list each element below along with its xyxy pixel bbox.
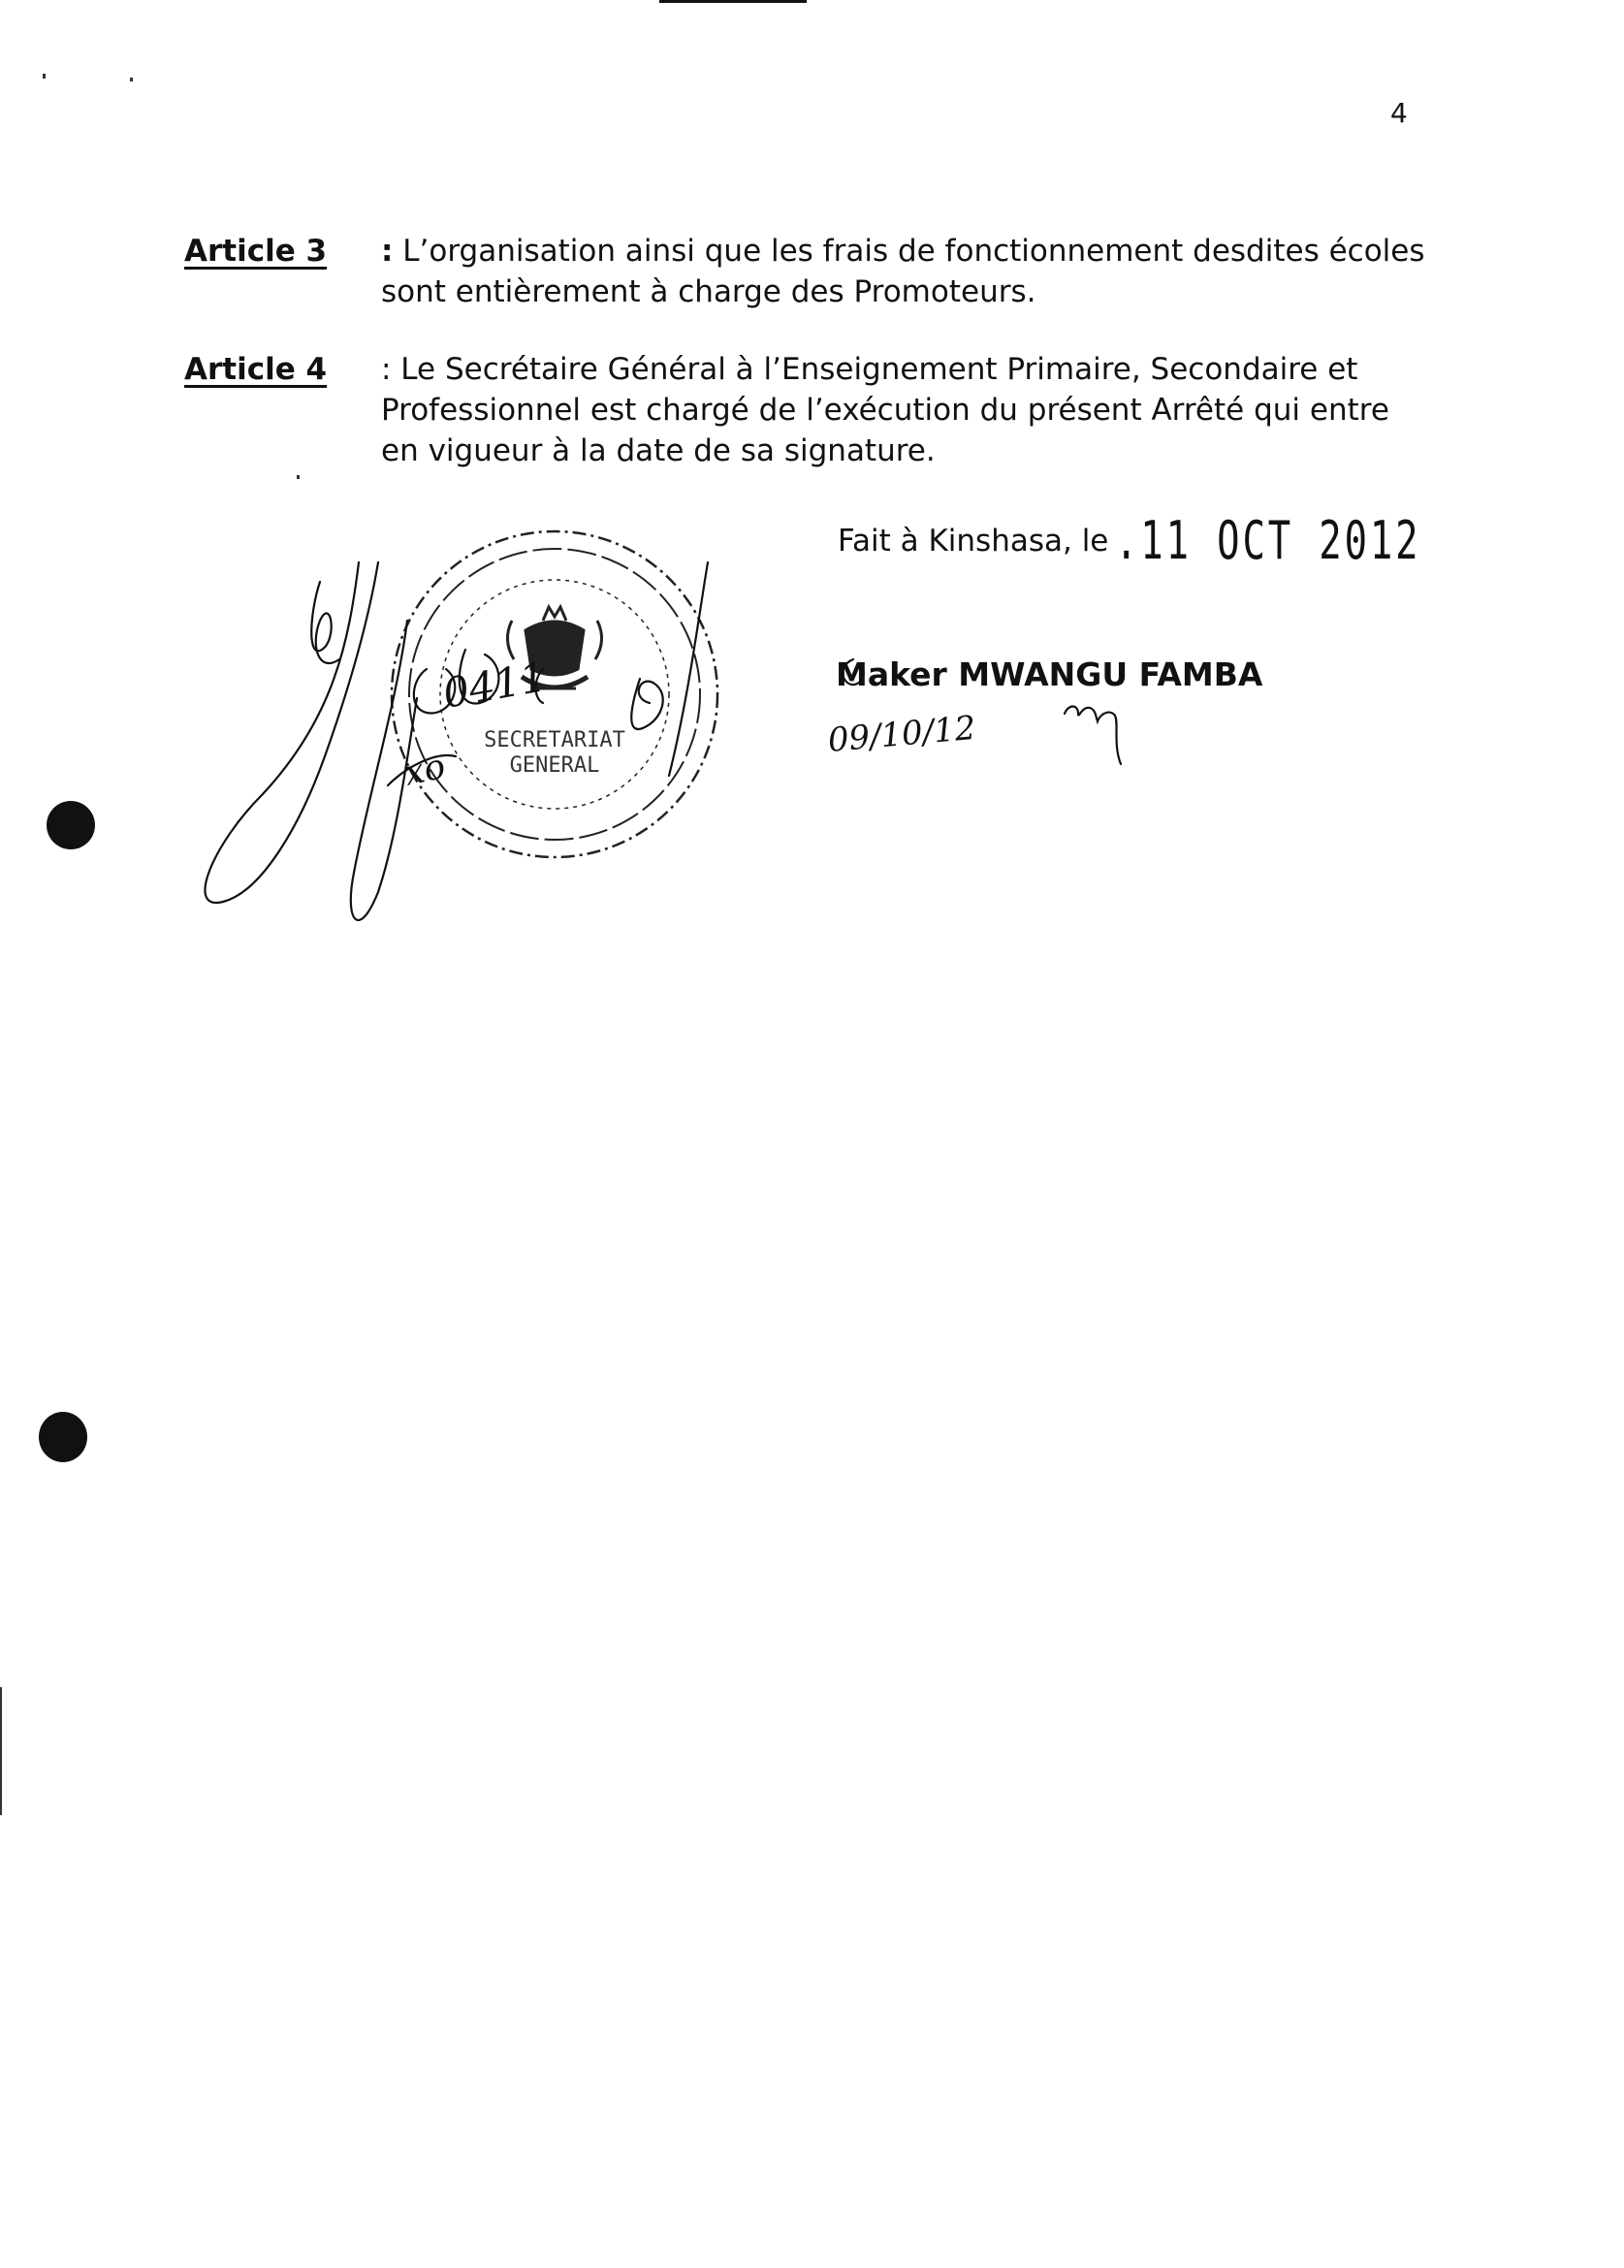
top-rule (659, 0, 807, 3)
scan-dot (43, 74, 46, 79)
stamped-date: .11 OCT 2012 (1115, 510, 1421, 571)
scan-dot (130, 78, 133, 81)
article-3-text (381, 231, 1425, 312)
handwritten-initials: xo (400, 746, 449, 794)
article-4-line-2: Professionnel est chargé de l’exécution du présent Arrêté qui entre (381, 393, 1389, 428)
article-4-line-3: en vigueur à la date de sa signature. (381, 433, 936, 468)
seal-text-line-2: GENERAL (509, 753, 600, 778)
handwritten-reference: 0411 (439, 653, 551, 718)
official-seal (392, 531, 717, 857)
article-4-line-1-text: Le Secrétaire Général à l’Enseignement Primaire, Secondaire et (391, 352, 1358, 387)
seal-text-line-1: SECRETARIAT (484, 728, 625, 752)
margin-mark (0, 1687, 2, 1815)
scan-dot (297, 475, 300, 479)
article-3-colon: : (381, 234, 394, 269)
handwritten-paraph (1065, 707, 1121, 765)
article-4-line-1 (381, 349, 1389, 390)
handwritten-annotation-date: 09/10/12 (826, 708, 977, 760)
place-and-date-label: Fait à Kinshasa, le (838, 524, 1109, 559)
article-3-label: Article 3 (184, 234, 328, 269)
punch-hole (39, 1412, 87, 1462)
article-4-colon: : (381, 352, 392, 387)
article-3-line-1-text: L’organisation ainsi que les frais de fonctionnement desdites écoles (393, 234, 1425, 269)
article-4-label: Article 4 (184, 352, 328, 387)
article-3-line-2: sont entièrement à charge des Promoteurs. (381, 274, 1036, 309)
page-number: 4 (1390, 97, 1408, 129)
punch-hole (47, 801, 95, 849)
article-3-line-1 (381, 231, 1425, 272)
article-4-text (381, 349, 1389, 471)
seal-and-signature (116, 504, 1144, 950)
signatory-name: Maker MWANGU FAMBA (836, 655, 1263, 693)
